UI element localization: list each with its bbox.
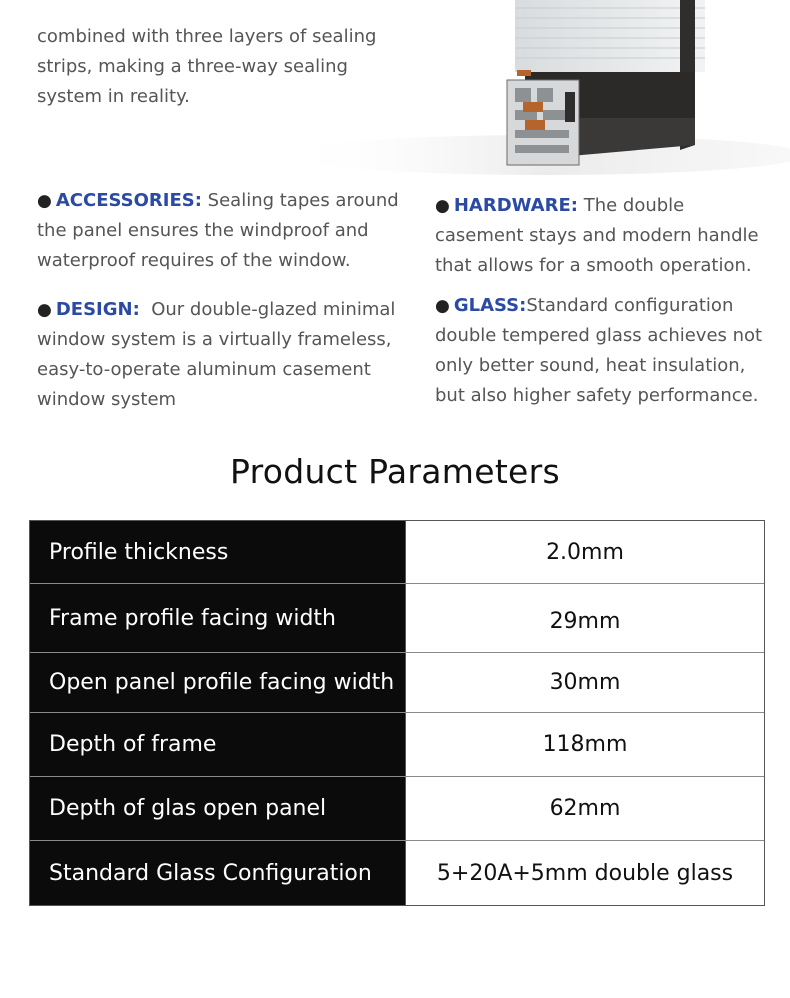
table-row xyxy=(30,713,764,777)
feature-label: HARDWARE: xyxy=(453,195,578,216)
table-row xyxy=(30,777,764,841)
feature-text: Standard configuration double tempered glass achieves not only better sound, heat insulation, but also higher safety performance. xyxy=(435,295,763,406)
param-value: 30mm xyxy=(406,653,764,712)
feature-label: ACCESSORIES: xyxy=(55,190,202,211)
param-value: 118mm xyxy=(406,713,764,776)
feature-label: GLASS: xyxy=(453,295,527,316)
feature-glass xyxy=(435,291,775,411)
table-row xyxy=(30,584,764,653)
bullet-icon: ● xyxy=(37,300,52,320)
param-value: 29mm xyxy=(406,584,764,652)
param-label: Profile thickness xyxy=(30,521,406,583)
intro-line: strips, making a three-way sealing xyxy=(37,56,348,77)
intro-line: combined with three layers of sealing xyxy=(37,26,377,47)
bullet-icon: ● xyxy=(435,296,450,316)
param-value: 62mm xyxy=(406,777,764,840)
param-label: Open panel profile facing width xyxy=(30,653,406,712)
param-label: Depth of glas open panel xyxy=(30,777,406,840)
feature-text: Sealing tapes around the panel ensures the windproof and waterproof requires of the window. xyxy=(37,190,399,271)
feature-design xyxy=(37,295,412,415)
table-row xyxy=(30,653,764,713)
feature-text: The double casement stays and modern handle that allows for a smooth operation. xyxy=(435,195,759,276)
feature-hardware xyxy=(435,191,770,281)
table-row xyxy=(30,841,764,905)
param-value: 2.0mm xyxy=(406,521,764,583)
feature-text: Our double-glazed minimal window system is a virtually frameless, easy-to-operate aluminum casement window system xyxy=(37,299,402,410)
table-row xyxy=(30,521,764,584)
window-profile-cross-section-image xyxy=(225,0,790,175)
bullet-icon: ● xyxy=(435,196,450,216)
params-title: Product Parameters xyxy=(229,452,561,491)
param-label: Standard Glass Configuration xyxy=(30,841,406,905)
param-label: Depth of frame xyxy=(30,713,406,776)
intro-line: system in reality. xyxy=(37,86,190,107)
bullet-icon: ● xyxy=(37,191,52,211)
window-profile-illustration xyxy=(225,0,790,175)
params-table xyxy=(29,520,765,906)
param-label: Frame profile facing width xyxy=(30,584,406,652)
feature-label: DESIGN: xyxy=(55,299,140,320)
feature-accessories xyxy=(37,186,412,276)
param-value: 5+20A+5mm double glass xyxy=(406,841,764,905)
